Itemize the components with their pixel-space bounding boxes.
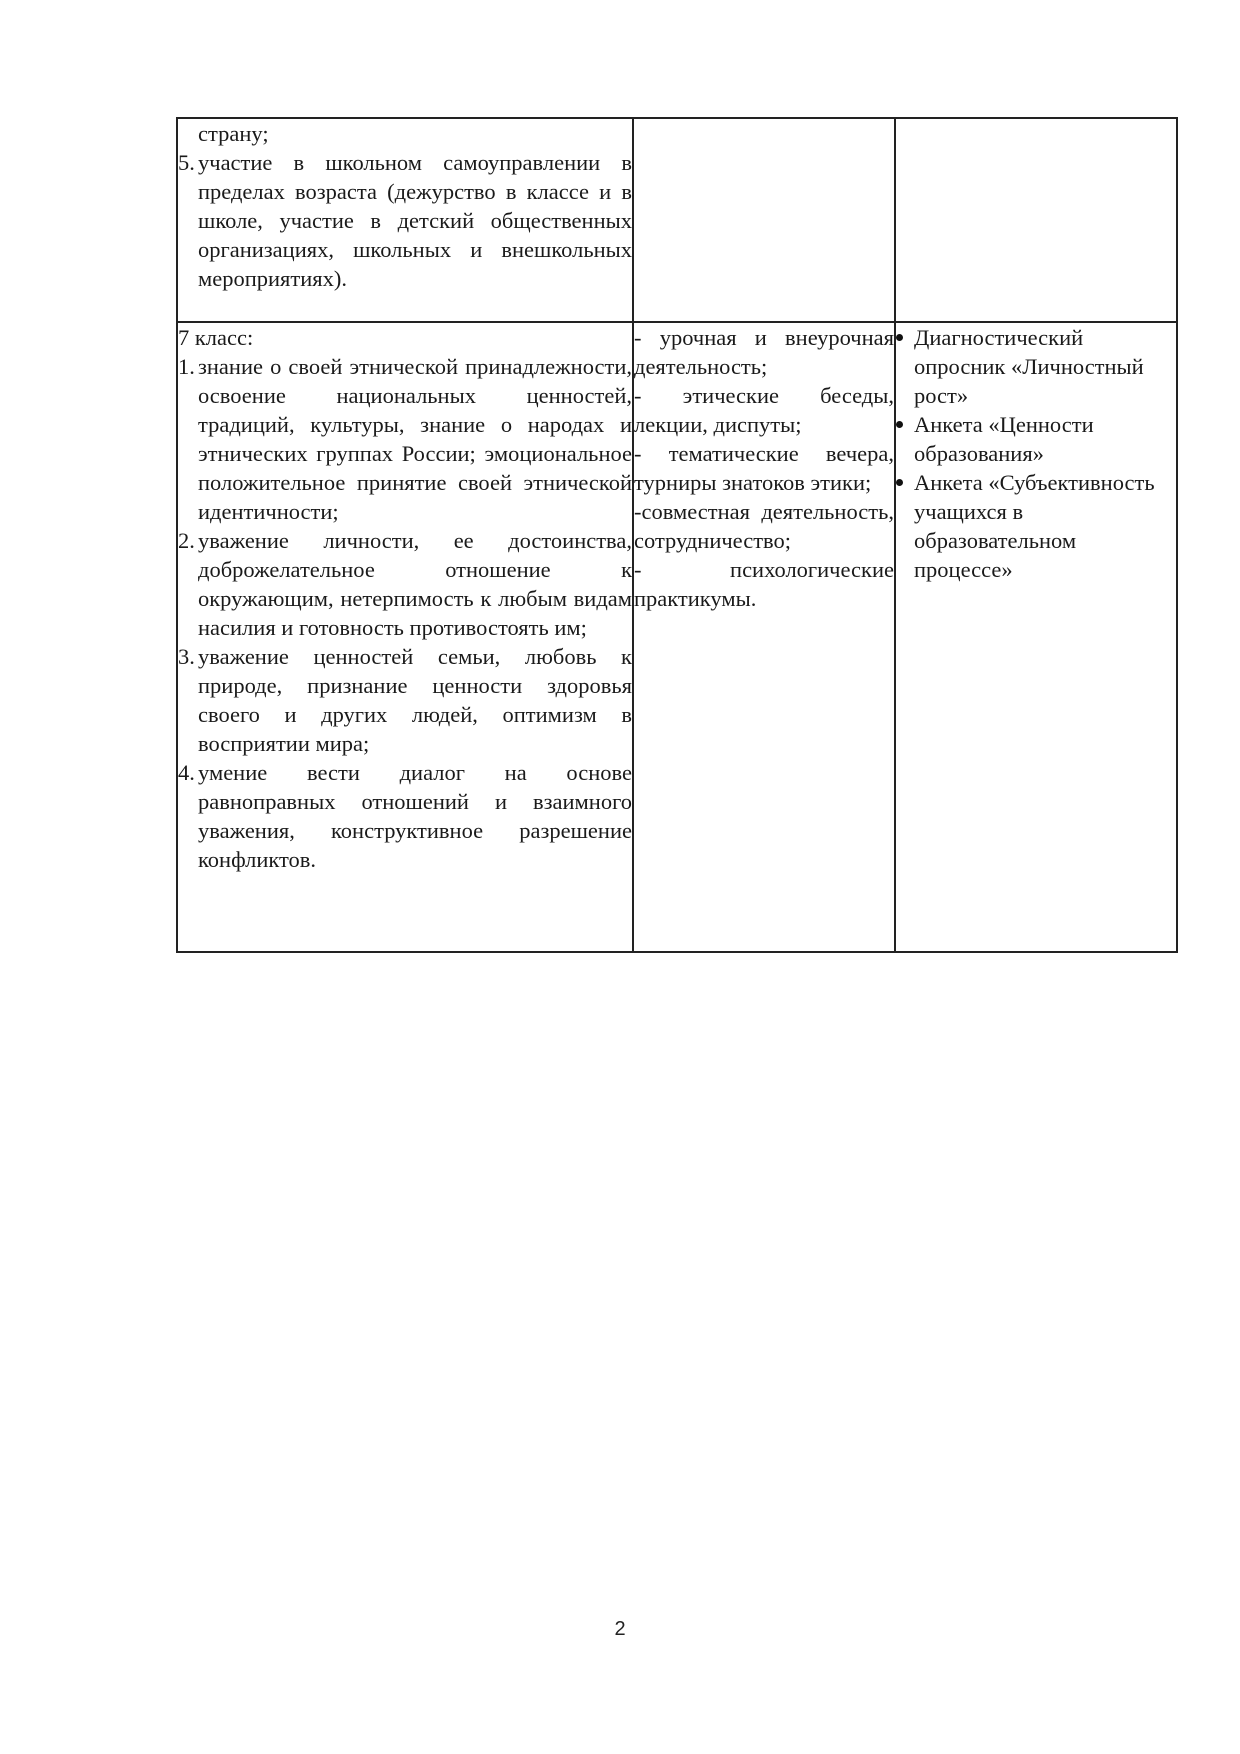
activity-line: - урочная и внеурочная деятельность; bbox=[634, 325, 894, 379]
activity-line: - психологические практикумы. bbox=[634, 557, 894, 611]
diagnostics-cell bbox=[895, 322, 1177, 952]
list-item bbox=[178, 526, 632, 642]
table-row bbox=[177, 118, 1177, 322]
item-text: участие в школьном самоуправлении в пределах возраста (дежурство в классе и в школе, участие в детский общественных организациях, школьных и внешкольных мероприятиях). bbox=[198, 150, 632, 291]
item-text: уважение ценностей семьи, любовь к природе, признание ценности здоровья своего и других людей, оптимизм в восприятии мира; bbox=[198, 644, 632, 756]
grade-heading: 7 класс: bbox=[178, 325, 254, 350]
list-item bbox=[178, 148, 632, 293]
document-table bbox=[176, 117, 1178, 953]
forms-cell bbox=[633, 118, 895, 322]
item-text: умение вести диалог на основе равноправных отношений и взаимного уважения, конструктивное разрешение конфликтов. bbox=[198, 760, 632, 872]
item-number: 3. bbox=[178, 644, 195, 669]
item-text: знание о своей этнической принадлежности, освоение национальных ценностей, традиций, культуры, знание о народах и этнических группах России; эмоциональное положительное принятие своей этнической идентичности; bbox=[198, 354, 632, 524]
bullet-item bbox=[896, 468, 1176, 584]
bullet-icon bbox=[896, 479, 903, 486]
list-item bbox=[178, 758, 632, 874]
goals-cell bbox=[177, 322, 633, 952]
diagnostics-cell bbox=[895, 118, 1177, 322]
bullet-item bbox=[896, 323, 1176, 410]
item-number: 5. bbox=[178, 150, 195, 175]
activity-line: - тематические вечера, турниры знатоков этики; bbox=[634, 441, 894, 495]
bullet-item bbox=[896, 410, 1176, 468]
list-item bbox=[178, 642, 632, 758]
item-number: 4. bbox=[178, 760, 195, 785]
list-item bbox=[178, 352, 632, 526]
item-number: 2. bbox=[178, 528, 195, 553]
forms-cell bbox=[633, 322, 895, 952]
bullet-icon bbox=[896, 334, 903, 341]
goals-cell bbox=[177, 118, 633, 322]
bullet-icon bbox=[896, 421, 903, 428]
page-number: 2 bbox=[614, 1618, 626, 1640]
item-number: 1. bbox=[178, 354, 195, 379]
bullet-text: Диагностический опросник «Личностный рост» bbox=[914, 325, 1144, 408]
bullet-text: Анкета «Ценности образования» bbox=[914, 412, 1094, 466]
activity-line: - этические беседы, лекции, диспуты; bbox=[634, 383, 894, 437]
item-text: уважение личности, ее достоинства, доброжелательное отношение к окружающим, нетерпимость к любым видам насилия и готовность противостоять им; bbox=[198, 528, 632, 640]
activity-line: -совместная деятельность, сотрудничество; bbox=[634, 499, 894, 553]
bullet-text: Анкета «Субъективность учащихся в образовательном процессе» bbox=[914, 470, 1155, 582]
table-row bbox=[177, 322, 1177, 952]
carry-over-text: страну; bbox=[198, 121, 269, 146]
